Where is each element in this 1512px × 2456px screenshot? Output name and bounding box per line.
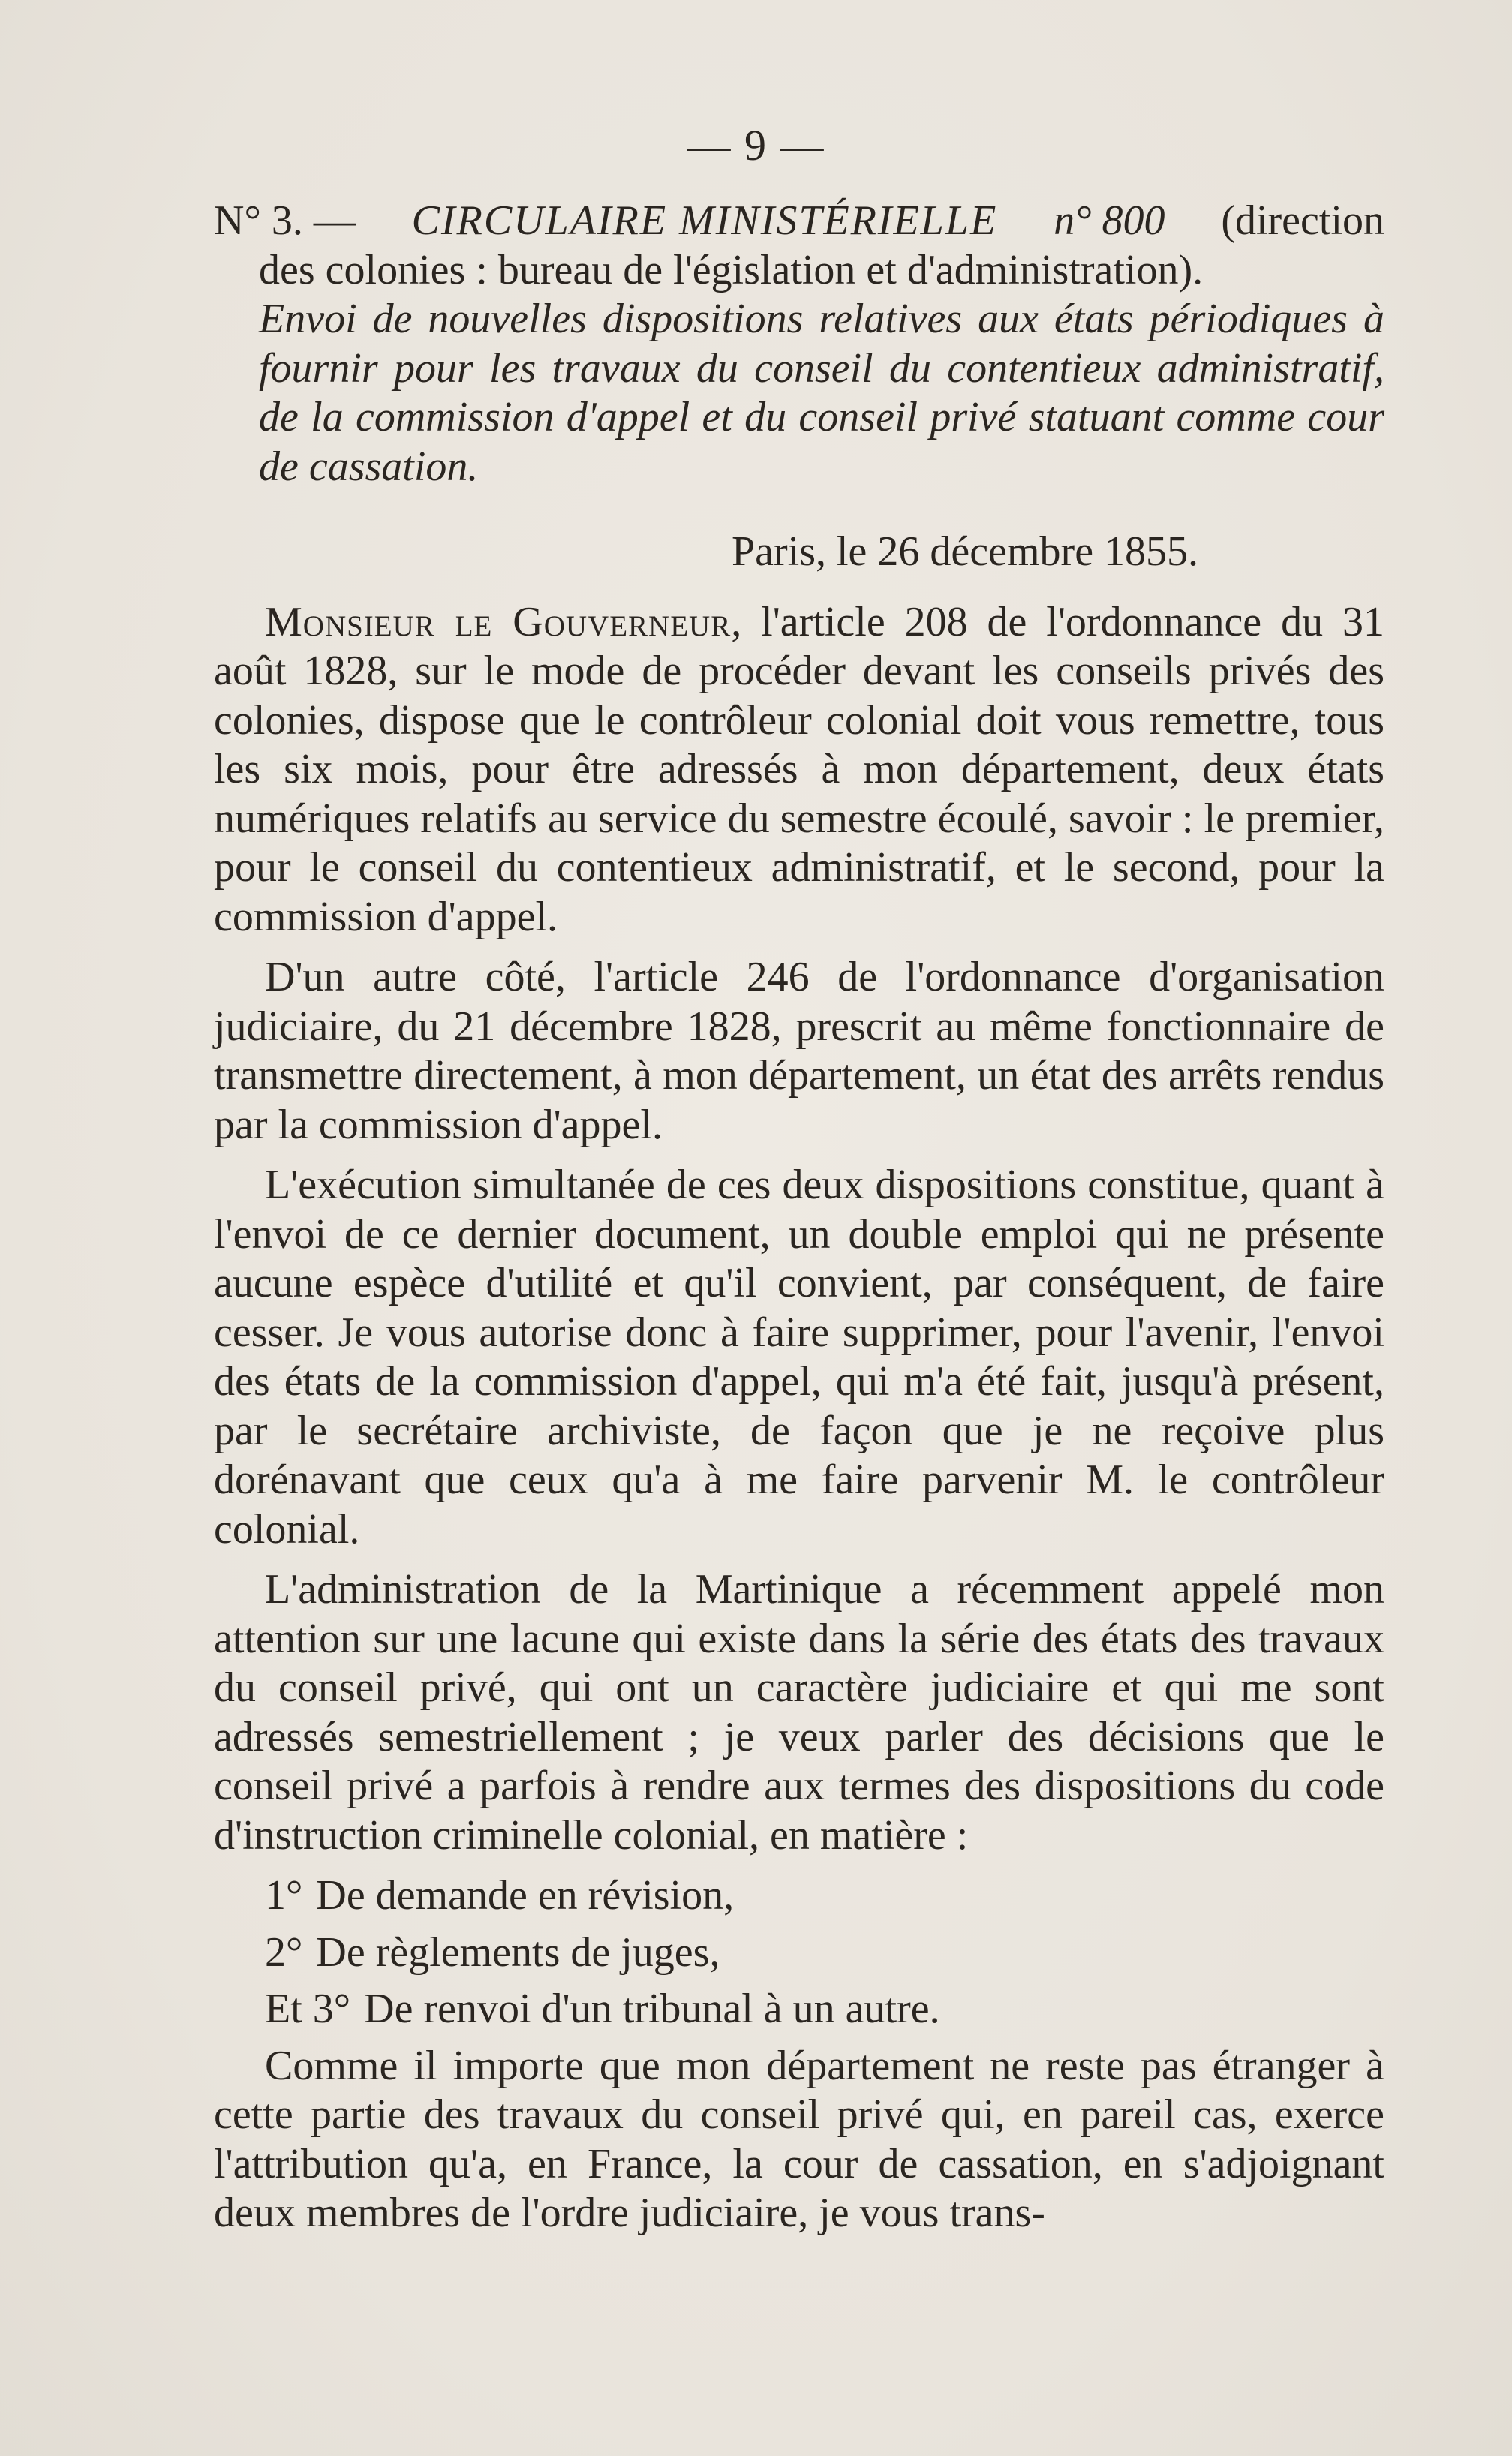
dateline: Paris, le 26 décembre 1855. — [732, 528, 1199, 575]
paragraph-1-text: , l'article 208 de l'ordonnance du 31 août 1828, sur le mode de procéder devant les conseils privés des colonies, dispose que le contrôleur colonial doit vous remettre, tous les six mois, pour être adressés à mon département, deux états numériques relatifs au service du semestre écoulé, savoir : le premier, pour le conseil du contentieux administratif, et le second, pour la commission d'appel. — [214, 598, 1384, 940]
circular-number: N° 3. — — [214, 197, 356, 244]
page-number: — 9 — — [687, 121, 825, 170]
paragraph-3: L'exécution simultanée de ces deux dispositions constitue, quant à l'envoi de ce dernier document, un double emploi qui ne présente aucune espèce d'utilité et qu'il convient, par conséquent, de faire cesser. Je vous autorise donc à faire supprimer, pour l'avenir, l'envoi des états de la commission d'appel, qui m'a été fait, jusqu'à présent, par le secrétaire archiviste, de façon que je ne reçoive plus dorénavant que ceux qu'a à me faire parvenir M. le contrôleur colonial. — [214, 1162, 1384, 1553]
paragraph-5: Comme il importe que mon département ne reste pas étranger à cette partie des travaux du conseil privé qui, en pareil cas, exerce l'attribution qu'a, en France, la cour de cassation, en s'adjoignant deux membres de l'ordre judiciaire, je vous trans- — [214, 2042, 1384, 2236]
list-item-text: De renvoi d'un tribunal à un autre. — [364, 1986, 940, 2032]
heading-line-1 — [214, 197, 1384, 246]
list-item-number: 1° — [265, 1872, 303, 1919]
paragraph-4: L'administration de la Martinique a récemment appelé mon attention sur une lacune qui existe dans la série des états des travaux du conseil privé, qui ont un caractère judiciaire et qui me sont adressés semestriellement ; je veux parler des décisions que le conseil privé a parfois à rendre aux termes des dispositions du code d'instruction criminelle colonial, en matière : — [214, 1566, 1384, 1859]
paragraph-1 — [214, 598, 1384, 942]
text-block — [214, 197, 1384, 2250]
list-item-text: De règlements de juges, — [316, 1928, 720, 1976]
circular-ref: n° 800 — [1054, 197, 1165, 244]
heading-line-2: des colonies : bureau de l'égislation et d'administration). — [259, 246, 1204, 293]
list-item-text: De demande en révision, — [316, 1872, 735, 1919]
list-item-number: 2° — [265, 1928, 303, 1976]
circular-title: CIRCULAIRE MINISTÉRIELLE — [411, 197, 998, 244]
list-item-number: Et 3° — [265, 1986, 351, 2032]
list-item — [214, 1985, 1384, 2034]
list-item — [214, 1871, 1384, 1921]
list-item — [214, 1928, 1384, 1978]
paragraph-2: D'un autre côté, l'article 246 de l'ordonnance d'organisation judiciaire, du 21 décembre 1828, prescrit au même fonctionnaire de transmettre directement, à mon département, un état des arrêts rendus par la commission d'appel. — [214, 954, 1384, 1148]
salutation: Monsieur le Gouverneur — [265, 598, 732, 645]
heading-line-1-rest: (direction — [1221, 197, 1384, 244]
letter-body — [214, 598, 1384, 2238]
circular-subject: Envoi de nouvelles dispositions relatives aux états périodiques à fournir pour les travaux du conseil du contentieux administratif, de la commission d'appel et du conseil privé statuant comme cour de cassation. — [259, 296, 1384, 490]
circular-heading — [214, 197, 1384, 492]
